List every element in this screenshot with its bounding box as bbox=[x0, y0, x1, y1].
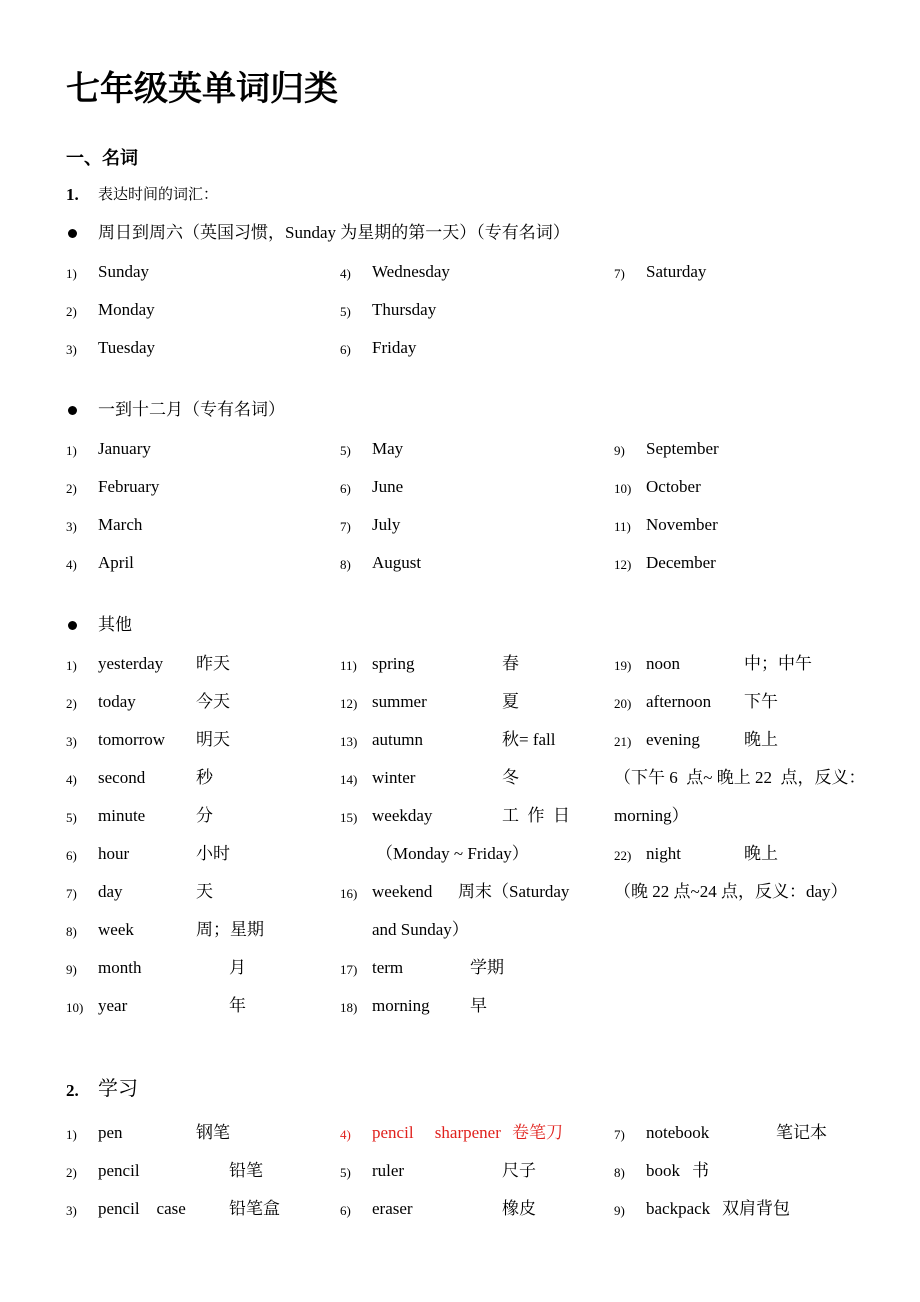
list-item-continuation: morning） bbox=[614, 806, 689, 825]
list-item-meaning: 周末（Saturday bbox=[458, 882, 570, 901]
list-number: 8) bbox=[340, 557, 351, 572]
list-item-meaning: 春 bbox=[502, 654, 519, 673]
list-item-meaning: 明天 bbox=[196, 730, 230, 749]
list-number: 10) bbox=[66, 1000, 84, 1015]
list-item: term bbox=[372, 958, 404, 977]
list-item: tomorrow bbox=[98, 730, 166, 749]
list-number: 8) bbox=[614, 1165, 625, 1180]
list-item: second bbox=[98, 768, 146, 787]
list-item: book bbox=[646, 1161, 680, 1180]
list-item-meaning: 晚上 bbox=[744, 844, 778, 863]
list-number: 15) bbox=[340, 810, 358, 825]
list-item-meaning: 昨天 bbox=[196, 654, 230, 673]
list-item: February bbox=[98, 477, 160, 496]
list-item: Thursday bbox=[372, 300, 437, 319]
page-title: 七年级英单词归类 bbox=[66, 71, 338, 108]
list-item: December bbox=[646, 553, 716, 572]
list-item: May bbox=[372, 439, 404, 458]
list-number: 5) bbox=[340, 1165, 351, 1180]
list-number: 1) bbox=[66, 1127, 77, 1142]
list-item: June bbox=[372, 477, 404, 496]
subsection-title: 学习 bbox=[98, 1078, 138, 1100]
list-item-meaning: 周；星期 bbox=[196, 920, 264, 939]
list-number: 3) bbox=[66, 342, 77, 357]
list-item: minute bbox=[98, 806, 146, 825]
list-number: 12) bbox=[614, 557, 632, 572]
list-item: spring bbox=[372, 654, 415, 673]
list-item: autumn bbox=[372, 730, 423, 749]
list-number: 6) bbox=[340, 1203, 351, 1218]
list-item-meaning: 橡皮 bbox=[502, 1199, 536, 1218]
list-item-meaning: 卷笔刀 bbox=[512, 1123, 563, 1142]
list-item: night bbox=[646, 844, 681, 863]
subsection-number: 1. bbox=[66, 185, 79, 204]
list-item-meaning: 月 bbox=[229, 958, 246, 977]
list-item: eraser bbox=[372, 1199, 413, 1218]
list-item-continuation: （晚 22 点~24 点，反义：day） bbox=[614, 882, 848, 901]
days-header: 周日到周六（英国习惯，Sunday 为星期的第一天）（专有名词） bbox=[98, 223, 570, 242]
list-number: 19) bbox=[614, 658, 632, 673]
months-header: 一到十二月（专有名词） bbox=[98, 400, 285, 419]
list-item: Saturday bbox=[646, 262, 707, 281]
section-heading-nouns: 一、名词 bbox=[66, 148, 138, 168]
list-item-meaning: 今天 bbox=[196, 692, 230, 711]
list-number: 4) bbox=[66, 557, 77, 572]
list-item: noon bbox=[646, 654, 680, 673]
list-item: weekend bbox=[372, 882, 433, 901]
list-item-continuation: （Monday ~ Friday） bbox=[376, 844, 529, 863]
list-item-meaning: 秒 bbox=[196, 768, 213, 787]
list-item-continuation: and Sunday） bbox=[372, 920, 469, 939]
list-number: 6) bbox=[340, 342, 351, 357]
list-number: 9) bbox=[614, 443, 625, 458]
list-item-meaning: 中；中午 bbox=[744, 654, 812, 673]
list-number: 2) bbox=[66, 1165, 77, 1180]
list-number: 7) bbox=[614, 266, 625, 281]
list-number: 13) bbox=[340, 734, 358, 749]
bullet-icon bbox=[68, 621, 77, 630]
list-number: 8) bbox=[66, 924, 77, 939]
list-item: today bbox=[98, 692, 136, 711]
list-number: 7) bbox=[340, 519, 351, 534]
list-item-meaning: 书 bbox=[692, 1161, 709, 1180]
list-item-meaning: 下午 bbox=[744, 692, 778, 711]
list-number: 5) bbox=[340, 304, 351, 319]
list-number: 17) bbox=[340, 962, 358, 977]
list-item-meaning: 铅笔 bbox=[229, 1161, 263, 1180]
list-item: September bbox=[646, 439, 719, 458]
list-item: Wednesday bbox=[372, 262, 450, 281]
list-item: August bbox=[372, 553, 422, 572]
list-number: 11) bbox=[340, 658, 357, 673]
list-number: 22) bbox=[614, 848, 632, 863]
list-item: year bbox=[98, 996, 128, 1015]
list-item: yesterday bbox=[98, 654, 164, 673]
list-number: 1) bbox=[66, 658, 77, 673]
list-number: 2) bbox=[66, 481, 77, 496]
list-item: morning bbox=[372, 996, 430, 1015]
list-number: 4) bbox=[66, 772, 77, 787]
subsection-title: 表达时间的词汇： bbox=[98, 187, 219, 203]
list-item: Tuesday bbox=[98, 338, 155, 357]
list-number: 11) bbox=[614, 519, 631, 534]
list-number: 9) bbox=[614, 1203, 625, 1218]
list-number: 16) bbox=[340, 886, 358, 901]
list-number: 10) bbox=[614, 481, 632, 496]
list-number: 9) bbox=[66, 962, 77, 977]
list-number: 18) bbox=[340, 1000, 358, 1015]
list-item-meaning: 天 bbox=[196, 882, 213, 901]
list-item-meaning: 夏 bbox=[502, 692, 519, 711]
list-number: 4) bbox=[340, 1127, 351, 1142]
list-number: 3) bbox=[66, 519, 77, 534]
list-item: Sunday bbox=[98, 262, 149, 281]
list-item: evening bbox=[646, 730, 700, 749]
list-item-meaning: 双肩背包 bbox=[722, 1199, 790, 1218]
list-item: November bbox=[646, 515, 718, 534]
list-number: 1) bbox=[66, 443, 77, 458]
list-item: pencil bbox=[98, 1161, 140, 1180]
other-header: 其他 bbox=[98, 615, 132, 634]
list-item-continuation: （下午 6 点~ 晚上 22 点，反义： bbox=[614, 768, 866, 787]
list-item: summer bbox=[372, 692, 427, 711]
list-number: 12) bbox=[340, 696, 358, 711]
list-number: 5) bbox=[66, 810, 77, 825]
list-number: 3) bbox=[66, 734, 77, 749]
list-number: 5) bbox=[340, 443, 351, 458]
list-item: week bbox=[98, 920, 134, 939]
list-item: notebook bbox=[646, 1123, 710, 1142]
list-item-meaning: 分 bbox=[196, 806, 213, 825]
list-number: 20) bbox=[614, 696, 632, 711]
list-item-meaning: 秋= fall bbox=[502, 730, 556, 749]
list-item-meaning: 学期 bbox=[470, 958, 504, 977]
list-item-meaning: 小时 bbox=[196, 844, 230, 863]
list-item: pen bbox=[98, 1123, 123, 1142]
list-item-meaning: 铅笔盒 bbox=[229, 1199, 280, 1218]
list-item: day bbox=[98, 882, 123, 901]
list-item-meaning: 钢笔 bbox=[196, 1123, 230, 1142]
list-number: 7) bbox=[614, 1127, 625, 1142]
list-item: October bbox=[646, 477, 701, 496]
list-number: 2) bbox=[66, 304, 77, 319]
list-item-meaning: 笔记本 bbox=[776, 1123, 827, 1142]
subsection-number: 2. bbox=[66, 1081, 79, 1100]
list-item-meaning: 工 作 日 bbox=[502, 806, 570, 825]
list-item: March bbox=[98, 515, 143, 534]
list-item: ruler bbox=[372, 1161, 405, 1180]
list-item: April bbox=[98, 553, 134, 572]
list-item-meaning: 晚上 bbox=[744, 730, 778, 749]
list-item-meaning: 尺子 bbox=[502, 1161, 536, 1180]
list-number: 2) bbox=[66, 696, 77, 711]
list-item: Monday bbox=[98, 300, 155, 319]
bullet-icon bbox=[68, 406, 77, 415]
list-number: 6) bbox=[340, 481, 351, 496]
list-number: 14) bbox=[340, 772, 358, 787]
list-item: July bbox=[372, 515, 401, 534]
list-item-meaning: 年 bbox=[229, 996, 246, 1015]
list-item-meaning: 早 bbox=[470, 996, 487, 1015]
bullet-icon bbox=[68, 229, 77, 238]
list-item-meaning: 冬 bbox=[502, 768, 519, 787]
list-item: month bbox=[98, 958, 142, 977]
list-item: pencil sharpener bbox=[372, 1123, 501, 1142]
list-item: afternoon bbox=[646, 692, 712, 711]
list-item: Friday bbox=[372, 338, 417, 357]
list-item: pencil case bbox=[98, 1199, 186, 1218]
list-item: weekday bbox=[372, 806, 433, 825]
list-number: 4) bbox=[340, 266, 351, 281]
list-item: backpack bbox=[646, 1199, 711, 1218]
list-item: January bbox=[98, 439, 151, 458]
list-number: 6) bbox=[66, 848, 77, 863]
list-item: hour bbox=[98, 844, 130, 863]
list-number: 7) bbox=[66, 886, 77, 901]
list-number: 21) bbox=[614, 734, 632, 749]
list-number: 3) bbox=[66, 1203, 77, 1218]
list-number: 1) bbox=[66, 266, 77, 281]
list-item: winter bbox=[372, 768, 416, 787]
